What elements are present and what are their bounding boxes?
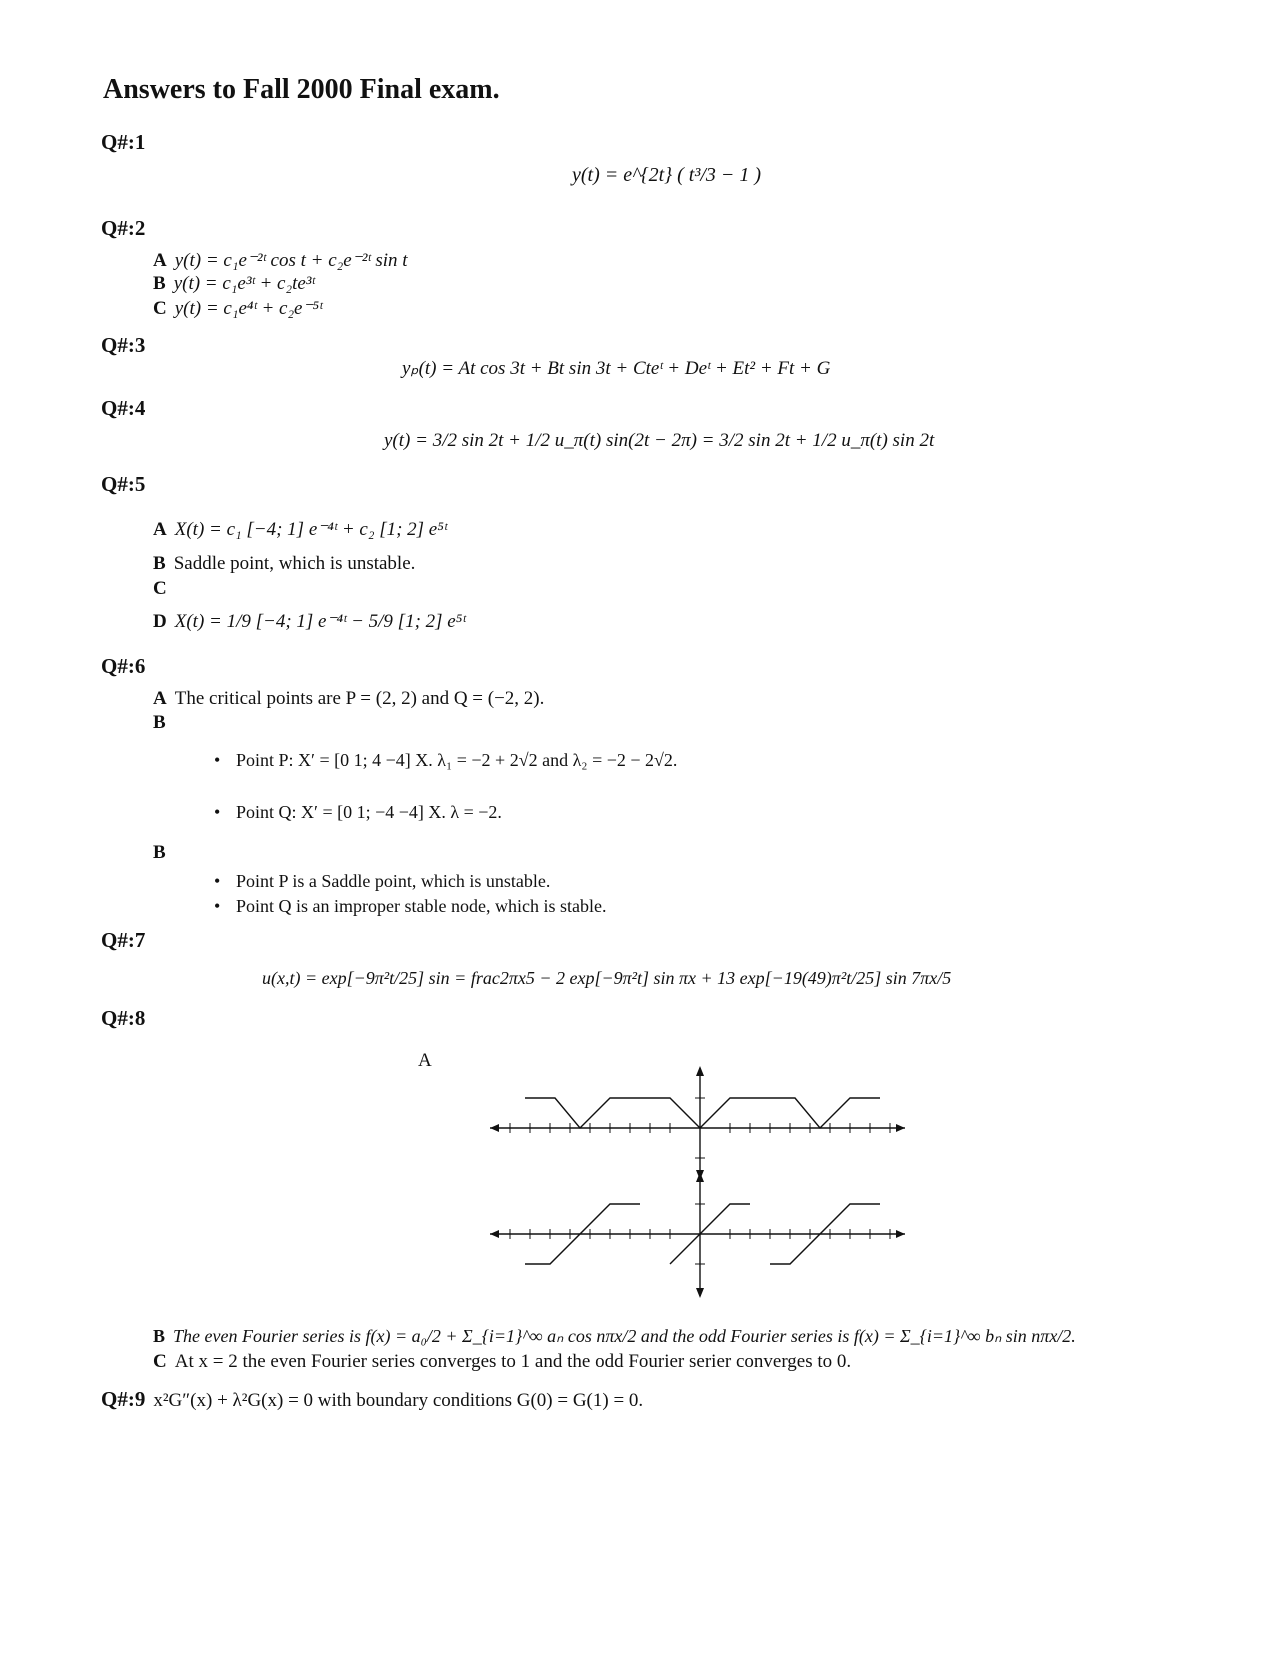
q9-row <box>101 1387 643 1412</box>
q8-item-b <box>153 1326 1076 1347</box>
q6-text-a: The critical points are P = (2, 2) and Q = (−2, 2). <box>174 688 545 709</box>
q2-item-c <box>153 297 322 320</box>
q5-letter-a: A <box>153 519 167 540</box>
q2-letter-c: C <box>153 298 167 319</box>
q5-letter-b: B <box>153 553 166 574</box>
q3-answer: yₚ(t) = At cos 3t + Bt sin 3t + Cteᵗ + Deᵗ + Et² + Ft + G <box>402 358 831 379</box>
even-x-arrow-left-icon <box>490 1124 499 1132</box>
q4-answer: y(t) = 3/2 sin 2t + 1/2 u_π(t) sin(2t − 2π) = 3/2 sin 2t + 1/2 u_π(t) sin 2t <box>384 430 935 451</box>
q6-bullet-1 <box>214 871 550 892</box>
q9-label: Q#:9 <box>101 1387 146 1411</box>
q8-letter-c: C <box>153 1351 167 1372</box>
q6-label: Q#:6 <box>101 654 146 678</box>
q6-item-a <box>153 688 544 710</box>
q6-item-b1 <box>153 712 174 734</box>
q8-label: Q#:8 <box>101 1006 146 1030</box>
q8-text-b: The even Fourier series is f(x) = a₀/2 + Σ_{i=1}^∞ aₙ cos nπx/2 and the odd Fourier series is f(x) = Σ_{i=1}^∞ bₙ sin nπx/2. <box>173 1326 1076 1346</box>
even-y-arrow-up-icon <box>696 1066 704 1076</box>
odd-extension-graph <box>490 1172 905 1298</box>
page-title: Answers to Fall 2000 Final exam. <box>103 74 500 105</box>
q5-label: Q#:5 <box>101 472 146 496</box>
q2-text-c: y(t) = c₁e⁴ᵗ + c₂e⁻⁵ᵗ <box>174 298 323 319</box>
even-extension-graph <box>490 1066 905 1180</box>
q5-text-a: X(t) = c₁ [−4; 1] e⁻⁴ᵗ + c₂ [1; 2] e⁵ᵗ <box>174 519 448 540</box>
q8-graphs <box>480 1060 920 1310</box>
even-x-arrow-right-icon <box>896 1124 905 1132</box>
q8-item-c <box>153 1351 851 1373</box>
q5-item-b <box>153 553 415 575</box>
q6-point-p-text: Point P: X′ = [0 1; 4 −4] X. λ₁ = −2 + 2√2 and λ₂ = −2 − 2√2. <box>236 750 678 770</box>
q8-graph-letter-a: A <box>418 1050 432 1071</box>
q5-text-b: Saddle point, which is unstable. <box>173 553 416 574</box>
odd-y-arrow-up-icon <box>696 1172 704 1182</box>
q4-label: Q#:4 <box>101 396 146 420</box>
q6-bullet-2 <box>214 896 606 917</box>
q6-point-q <box>214 802 502 823</box>
even-extension-curve <box>525 1098 880 1128</box>
q5-item-d <box>153 610 466 633</box>
bullet-icon: • <box>214 871 221 891</box>
q7-answer: u(x,t) = exp[−9π²t/25] sin = frac2πx5 − 2 exp[−9π²t] sin πx + 13 exp[−19(49)π²t/25] sin 7πx/5 <box>262 968 952 988</box>
odd-x-arrow-left-icon <box>490 1230 499 1238</box>
q6-bullet-1-text: Point P is a Saddle point, which is unstable. <box>236 871 551 891</box>
q8-letter-b: B <box>153 1326 166 1346</box>
q5-letter-d: D <box>153 611 167 632</box>
q2-letter-b: B <box>153 273 166 294</box>
q2-item-a <box>153 249 408 272</box>
q5-item-a <box>153 518 447 541</box>
q8-text-c: At x = 2 the even Fourier series converges to 1 and the odd Fourier serier converges to 0. <box>174 1351 852 1372</box>
q6-letter-b2: B <box>153 842 166 863</box>
bullet-icon: • <box>214 802 221 822</box>
q2-label: Q#:2 <box>101 216 146 240</box>
q2-item-b <box>153 273 315 295</box>
q6-letter-b1: B <box>153 712 166 733</box>
q1-answer: y(t) = e^{2t} ( t³/3 − 1 ) <box>572 164 762 186</box>
q5-text-d: X(t) = 1/9 [−4; 1] e⁻⁴ᵗ − 5/9 [1; 2] e⁵ᵗ <box>174 611 466 632</box>
q5-letter-c: C <box>153 578 167 599</box>
q5-item-c <box>153 578 175 600</box>
q6-point-p <box>214 750 677 771</box>
q7-label: Q#:7 <box>101 928 146 952</box>
q6-point-q-text: Point Q: X′ = [0 1; −4 −4] X. λ = −2. <box>236 802 502 822</box>
q6-letter-a: A <box>153 688 167 709</box>
odd-x-arrow-right-icon <box>896 1230 905 1238</box>
q1-label: Q#:1 <box>101 130 146 154</box>
q6-bullet-2-text: Point Q is an improper stable node, which is stable. <box>236 896 607 916</box>
q2-text-a: y(t) = c₁e⁻²ᵗ cos t + c₂e⁻²ᵗ sin t <box>174 250 408 271</box>
q9-text: x²G″(x) + λ²G(x) = 0 with boundary conditions G(0) = G(1) = 0. <box>153 1390 644 1411</box>
bullet-icon: • <box>214 896 221 916</box>
bullet-icon: • <box>214 750 221 770</box>
q6-item-b2 <box>153 842 174 864</box>
odd-y-arrow-down-icon <box>696 1288 704 1298</box>
q2-letter-a: A <box>153 250 167 271</box>
q3-label: Q#:3 <box>101 333 146 357</box>
q2-text-b: y(t) = c₁e³ᵗ + c₂te³ᵗ <box>173 273 315 294</box>
